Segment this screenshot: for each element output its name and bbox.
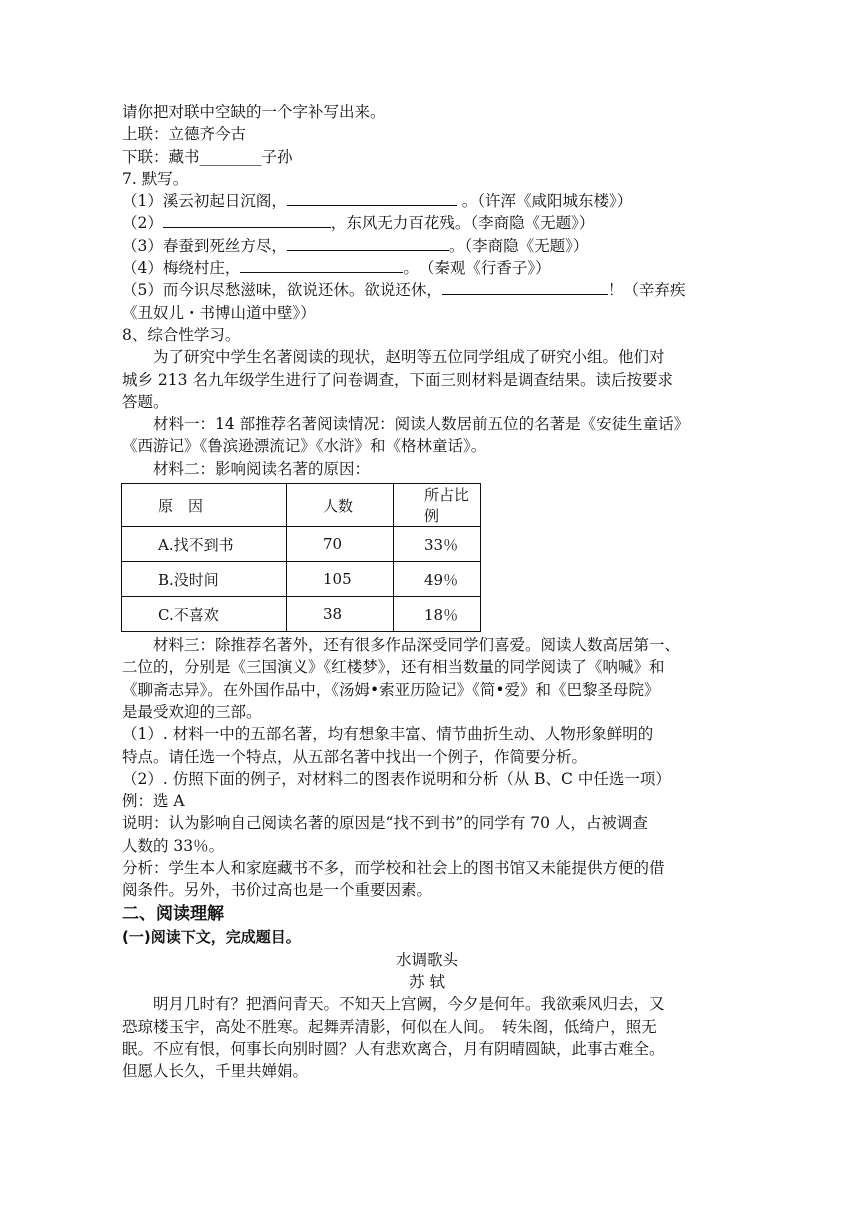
dictation-item-1: （1）溪云初起日沉阁， 。（许浑《咸阳城东楼》） bbox=[122, 192, 633, 211]
table-cell: 70 bbox=[287, 527, 394, 562]
dictation-item-5: （5）而今识尽愁滋味，欲说还休。欲说还休， ！（辛弃疾 bbox=[122, 281, 686, 300]
table-header-cell: 原 因 bbox=[122, 484, 287, 527]
section-heading: 二、阅读理解 bbox=[122, 903, 224, 924]
table-header-cell: 所占比例 bbox=[394, 484, 481, 527]
q8-title: 8、综合性学习。 bbox=[122, 325, 241, 344]
intro-line-1: 为了研究中学生名著阅读的现状，赵明等五位同学组成了研究小组。他们对 bbox=[153, 348, 665, 367]
question-line-3: （2）. 仿照下面的例子，对材料二的图表作说明和分析（从 B、C 中任选一项） bbox=[122, 769, 671, 788]
reading-reasons-table bbox=[121, 483, 481, 632]
poem-line-3: 眠。不应有恨，何事长向别时圆？人有悲欢离合，月有阴晴圆缺，此事古难全。 bbox=[122, 1039, 665, 1058]
document-content bbox=[122, 101, 732, 1082]
poem-line-4: 但愿人长久，千里共婵娟。 bbox=[122, 1062, 309, 1081]
intro-line-3: 答题。 bbox=[122, 392, 169, 411]
poem-title: 水调歌头 bbox=[395, 950, 458, 969]
question-line-8: 阅条件。另外，书价过高也是一个重要因素。 bbox=[122, 881, 433, 900]
couplet-instruction: 请你把对联中空缺的一个字补写出来。 bbox=[122, 103, 386, 121]
table-row bbox=[122, 527, 481, 562]
question-line-2: 特点。请任选一个特点，从五部名著中找出一个例子，作简要分析。 bbox=[122, 747, 588, 766]
material3-line-4: 是最受欢迎的三部。 bbox=[122, 702, 262, 721]
table-row bbox=[122, 562, 481, 597]
couplet-lower: 下联：藏书________子孙 bbox=[122, 147, 293, 166]
table-cell: B.没时间 bbox=[122, 562, 287, 597]
question-line-4: 例：选 A bbox=[122, 792, 185, 811]
answer-blank[interactable] bbox=[240, 271, 403, 273]
material3-line-2: 二位的，分别是《三国演义》《红楼梦》，还有相当数量的同学阅读了《呐喊》和 bbox=[122, 658, 665, 677]
material2-title: 材料二：影响阅读名著的原因： bbox=[153, 459, 371, 478]
table-cell: 38 bbox=[287, 597, 394, 632]
material3-line-1: 材料三：除推荐名著外，还有很多作品深受同学们喜爱。阅读人数高居第一、 bbox=[153, 636, 681, 655]
material3-line-3: 《聊斋志异》。在外国作品中，《汤姆•索亚历险记》《简•爱》和《巴黎圣母院》 bbox=[122, 680, 660, 699]
question-line-7: 分析：学生本人和家庭藏书不多，而学校和社会上的图书馆又未能提供方便的借 bbox=[122, 859, 665, 878]
question-line-6: 人数的 33％。 bbox=[122, 836, 225, 855]
question-line-5: 说明：认为影响自己阅读名著的原因是“找不到书”的同学有 70 人，占被调查 bbox=[122, 814, 648, 833]
table-cell: C.不喜欢 bbox=[122, 597, 287, 632]
answer-blank[interactable] bbox=[287, 204, 457, 206]
table-cell: 105 bbox=[287, 562, 394, 597]
table-header-row bbox=[122, 484, 481, 527]
material1-line-1: 材料一：14 部推荐名著阅读情况：阅读人数居前五位的名著是《安徒生童话》 bbox=[153, 415, 690, 434]
answer-blank[interactable] bbox=[442, 293, 608, 295]
answer-blank[interactable] bbox=[163, 226, 331, 228]
couplet-upper: 上联：立德齐今古 bbox=[122, 125, 247, 144]
table-cell: 18％ bbox=[394, 597, 481, 632]
poem-author: 苏 轼 bbox=[409, 972, 445, 991]
table-cell: 49％ bbox=[394, 562, 481, 597]
subsection-heading: (一)阅读下文，完成题目。 bbox=[122, 927, 301, 946]
q7-title: 7. 默写。 bbox=[122, 169, 189, 188]
dictation-item-3: （3）春蚕到死丝方尽， 。（李商隐《无题》） bbox=[122, 236, 589, 255]
table-cell: A.找不到书 bbox=[122, 527, 287, 562]
dictation-item-5-cont: 《丑奴儿・书博山道中壁》） bbox=[122, 303, 316, 322]
table-header-cell: 人数 bbox=[287, 484, 394, 527]
dictation-item-2: （2） ，东风无力百花残。（李商隐《无题》） bbox=[122, 214, 595, 233]
dictation-item-4: （4）梅绕村庄， 。 （秦观《行香子》） bbox=[122, 259, 551, 278]
table-row bbox=[122, 597, 481, 632]
material1-line-2: 《西游记》《鲁滨逊漂流记》《水浒》和《格林童话》。 bbox=[122, 437, 487, 456]
poem-line-2: 恐琼楼玉宇，高处不胜寒。起舞弄清影，何似在人间。 转朱阁，低绮户，照无 bbox=[122, 1017, 657, 1036]
poem-line-1: 明月几时有？把酒问青天。不知天上宫阙，今夕是何年。我欲乘风归去，又 bbox=[153, 995, 665, 1014]
table-cell: 33％ bbox=[394, 527, 481, 562]
answer-blank[interactable] bbox=[287, 249, 449, 251]
question-line-1: （1）. 材料一中的五部名著，均有想象丰富、情节曲折生动、人物形象鲜明的 bbox=[122, 725, 654, 744]
intro-line-2: 城乡 213 名九年级学生进行了问卷调查，下面三则材料是调查结果。读后按要求 bbox=[122, 370, 673, 389]
